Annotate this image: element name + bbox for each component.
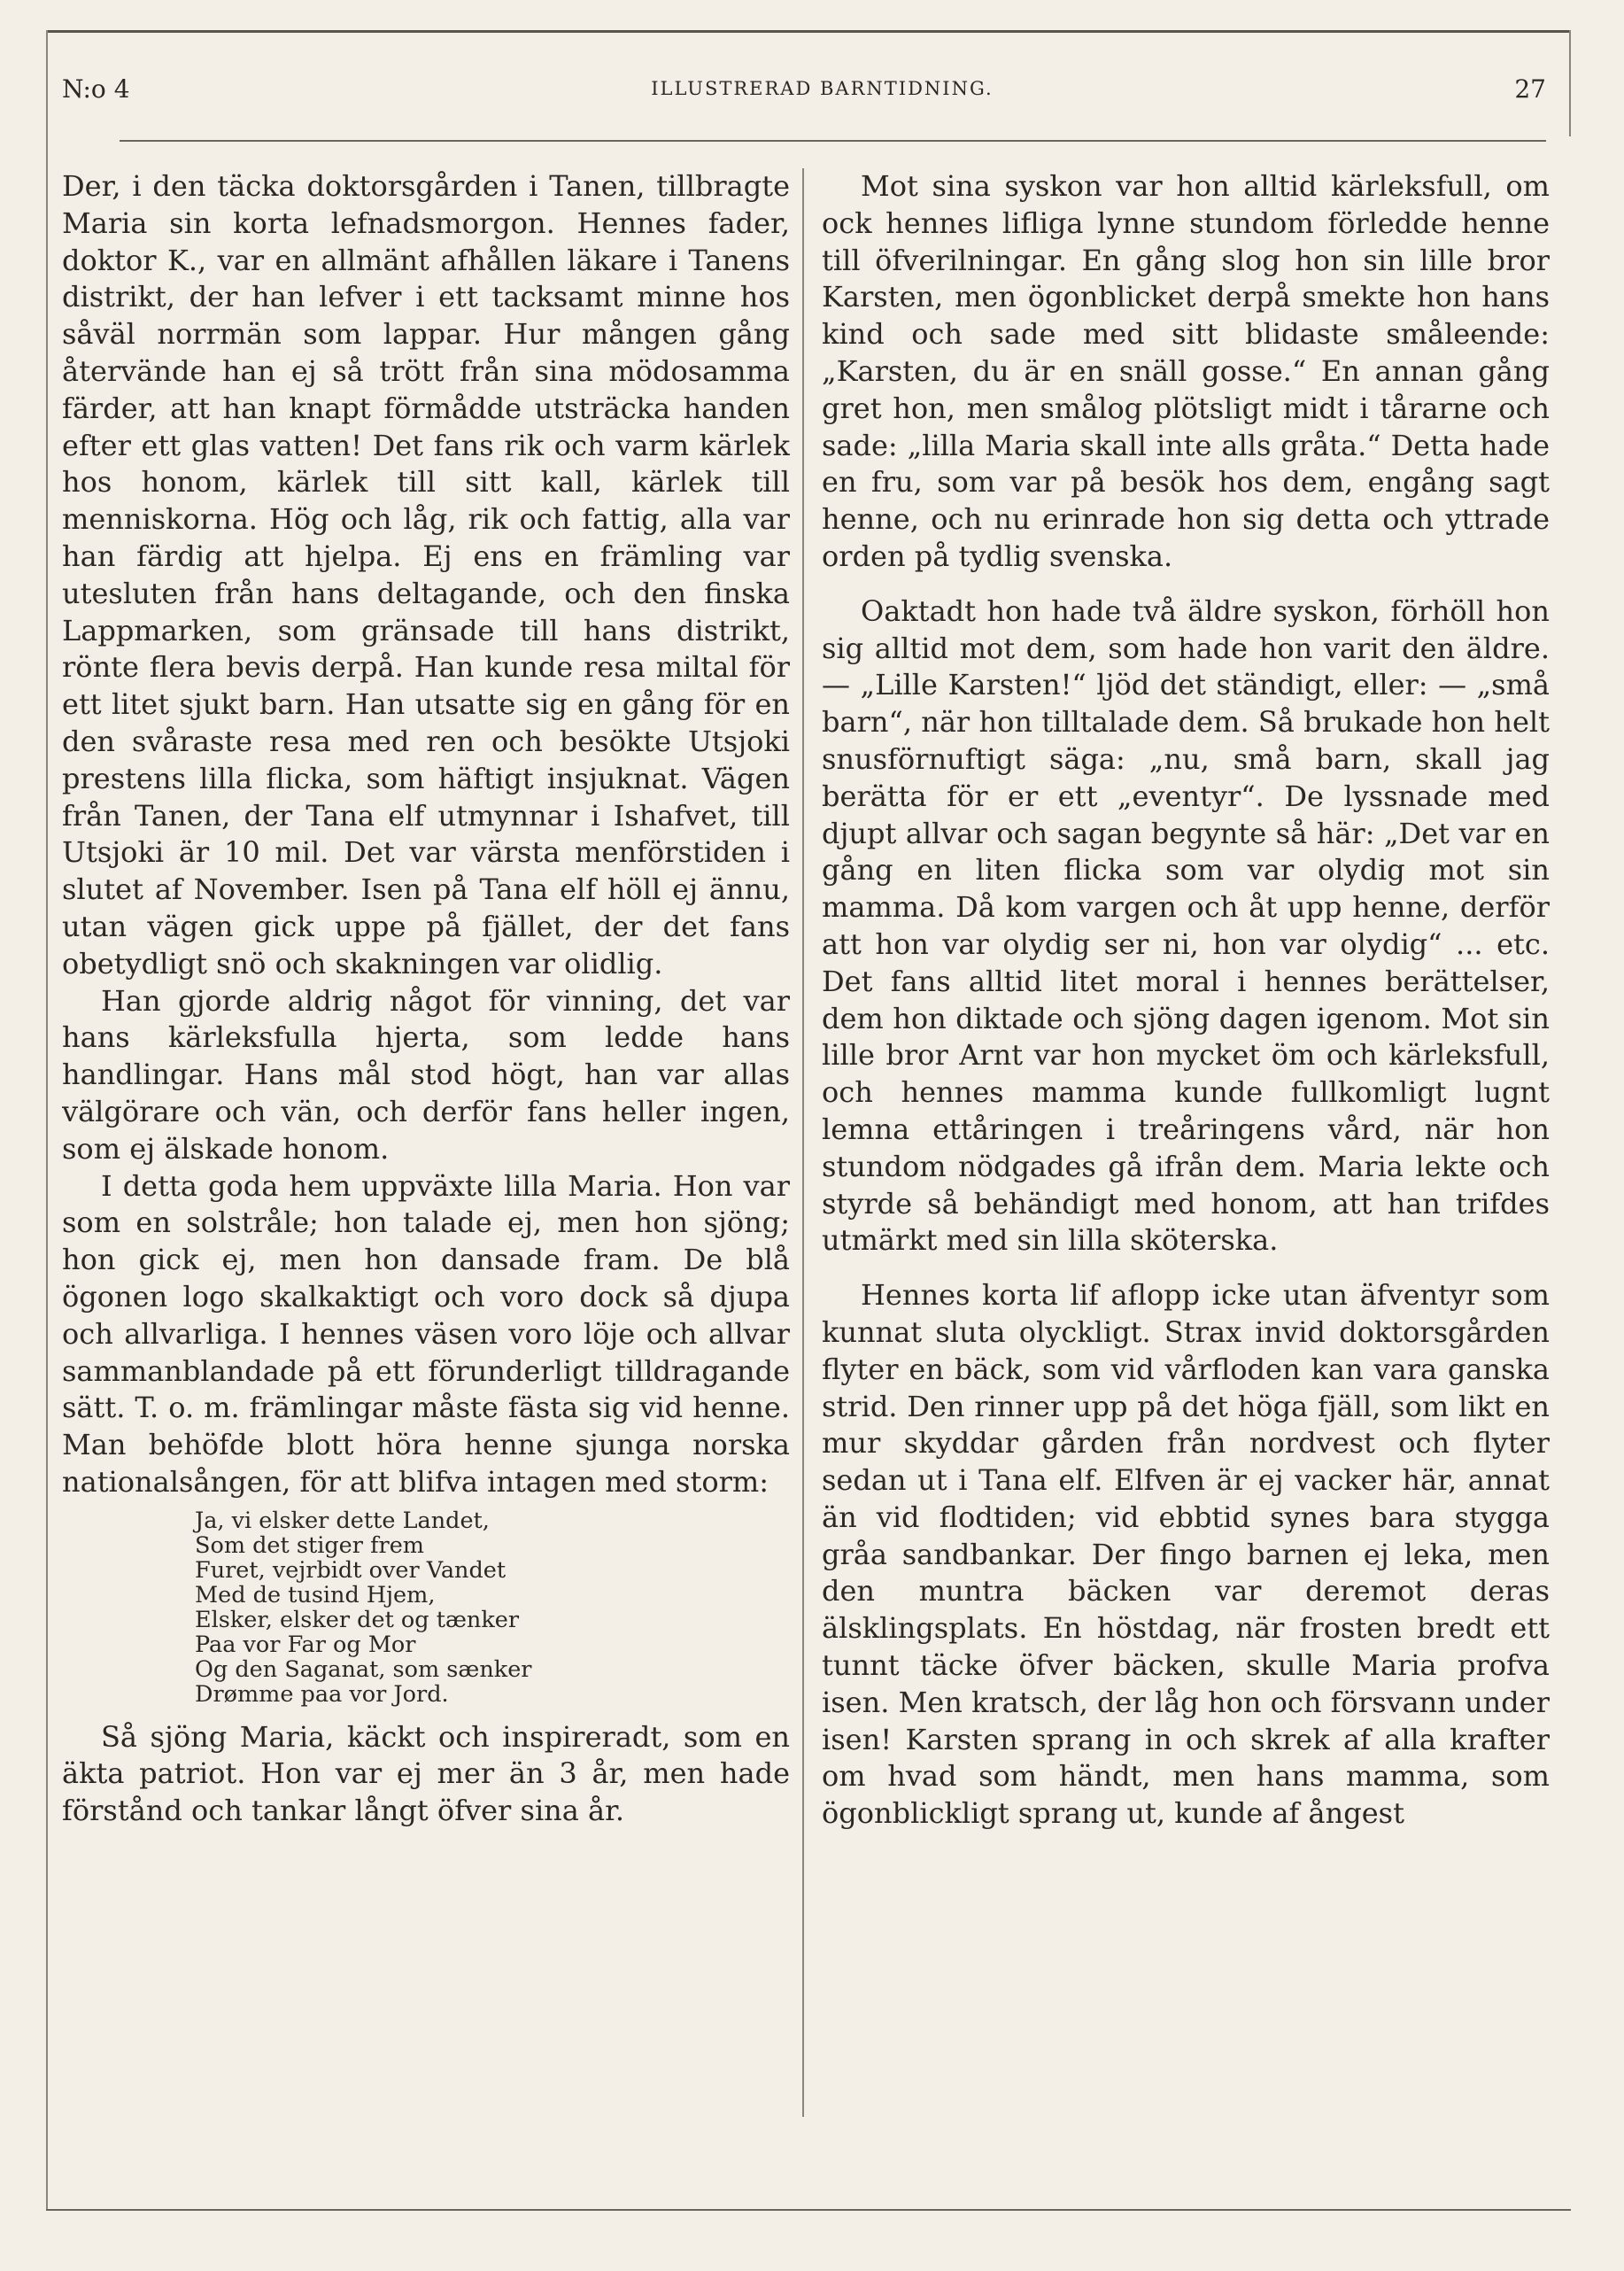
left-column (62, 168, 790, 2170)
publication-title: ILLUSTRERAD BARNTIDNING. (651, 78, 994, 99)
right-column (822, 168, 1550, 2170)
paragraph: Hennes korta lif aflopp icke utan äfventyr som kunnat sluta olyckligt. Strax invid doktorsgården flyter en bäck, som vid vårfloden kan vara ganska strid. Den rinner upp på det höga fjäll, som likt en mur skyddar gården från nordvest och flyter sedan ut i Tana elf. Elfven är ej vacker här, annat än vid flodtiden; vid ebbtid synes bara stygga gråa sandbankar. Der fingo barnen ej leka, men den muntra bäcken var deremot deras älsklingsplats. En höstdag, när frosten bredt ett tunnt täcke öfver bäcken, skulle Maria profva isen. Men kratsch, der låg hon och försvann under isen! Karsten sprang in och skrek af alla krafter om hvad som händt, men hans mamma, som ögonblickligt sprang ut, kunde af ångest (822, 1278, 1550, 1831)
poem-line: Paa vor Far og Mor (195, 1631, 416, 1658)
poem-line: Med de tusind Hjem, (195, 1581, 436, 1608)
issue-number: N:o 4 (62, 74, 130, 104)
bottom-rule (46, 2209, 1571, 2211)
paragraph: Så sjöng Maria, käckt och inspireradt, som en äkta patriot. Hon var ej mer än 3 år, men hade förstånd och tankar långt öfver sina år. (62, 1719, 790, 1828)
poem-line: Elsker, elsker det og tænker (195, 1606, 520, 1633)
poem-line: Som det stiger frem (195, 1531, 424, 1559)
paragraph: I detta goda hem uppväxte lilla Maria. Hon var som en solstråle; hon talade ej, men hon sjöng; hon gick ej, men hon dansade fram. De blå ögonen logo skalkaktigt och voro dock så djupa och allvarliga. I hennes väsen voro löje och allvar sammanblandade på ett förunderligt tilldragande sätt. T. o. m. främlingar måste fästa sig vid henne. Man behöfde blott höra henne sjunga norska nationalsången, för att blifva intagen med storm: (62, 1168, 790, 1499)
paragraph: Han gjorde aldrig något för vinning, det var hans kärleksfulla hjerta, som ledde hans handlingar. Hans mål stod högt, han var allas välgörare och vän, och derför fans heller ingen, som ej älskade honom. (62, 983, 790, 1166)
poem-stanza (195, 1508, 790, 1707)
article-body (62, 168, 1550, 2170)
poem-line: Og den Saganat, som sænker (195, 1655, 532, 1683)
poem-line: Drømme paa vor Jord. (195, 1680, 449, 1708)
page-number: 27 (1514, 74, 1546, 104)
poem-line: Furet, vejrbidt over Vandet (195, 1556, 507, 1584)
header-rule (120, 140, 1546, 142)
page-border-top (46, 30, 1571, 33)
page-border-right (1569, 30, 1571, 136)
paragraph: Oaktadt hon hade två äldre syskon, förhöll hon sig alltid mot dem, som hade hon varit den äldre. — „Lille Karsten!“ ljöd det ständigt, eller: — „små barn“, när hon tilltalade dem. Så brukade hon helt snusförnuftigt säga: „nu, små barn, skall jag berätta för er ett „eventyr“. De lyssnade med djupt allvar och sagan begynte så här: „Det var en gång en liten flicka som var olydig mot sin mamma. Då kom vargen och åt upp henne, derför att hon var olydig ser ni, hon var olydig“ ... etc. Det fans alltid litet moral i hennes berättelser, dem hon diktade och sjöng dagen igenom. Mot sin lille bror Arnt var hon mycket öm och kärleksfull, och hennes mamma kunde fullkomligt lugnt lemna ettåringen i treåringens vård, när hon stundom nödgades gå ifrån dem. Maria lekte och styrde så behändigt med honom, att han trifdes utmärkt med sin lilla sköterska. (822, 593, 1550, 1258)
poem-line: Ja, vi elsker dette Landet, (195, 1507, 490, 1534)
paragraph: Der, i den täcka doktorsgården i Tanen, tillbragte Maria sin korta lefnadsmorgon. Hennes fader, doktor K., var en allmänt afhållen läkare i Tanens distrikt, der han lefver i ett tacksamt minne hos såväl norrmän som lappar. Hur mången gång återvände han ej så trött från sina mödosamma färder, att han knapt förmådde utsträcka handen efter ett glas vatten! Det fans rik och varm kärlek hos honom, kärlek till sitt kall, kärlek till menniskorna. Hög och låg, rik och fattig, alla var han färdig att hjelpa. Ej ens en främling var utesluten från hans deltagande, och den finska Lappmarken, som gränsade till hans distrikt, rönte flera bevis derpå. Han kunde resa miltal för ett litet sjukt barn. Han utsatte sig en gång för en den svåraste resa med ren och besökte Utsjoki prestens lilla flicka, som häftigt insjuknat. Vägen från Tanen, der Tana elf utmynnar i Ishafvet, till Utsjoki är 10 mil. Det var värsta menförstiden i slutet af November. Isen på Tana elf höll ej ännu, utan vägen gick uppe på fjället, der det fans obetydligt snö och skakningen var olidlig. (62, 169, 790, 980)
paragraph: Mot sina syskon var hon alltid kärleksfull, om ock hennes lifliga lynne stundom förledde henne till öfverilningar. En gång slog hon sin lille bror Karsten, men ögonblicket derpå smekte hon hans kind och sade med sitt blidaste småleende: „Karsten, du är en snäll gosse.“ En annan gång gret hon, men smålog plötsligt midt i tårarne och sade: „lilla Maria skall inte alls gråta.“ Detta hade en fru, som var på besök hos dem, engång sagt henne, och nu erinrade hon sig detta och yttrade orden på tydlig svenska. (822, 169, 1550, 573)
page-border-left (46, 30, 48, 2209)
page-header (62, 64, 1546, 113)
